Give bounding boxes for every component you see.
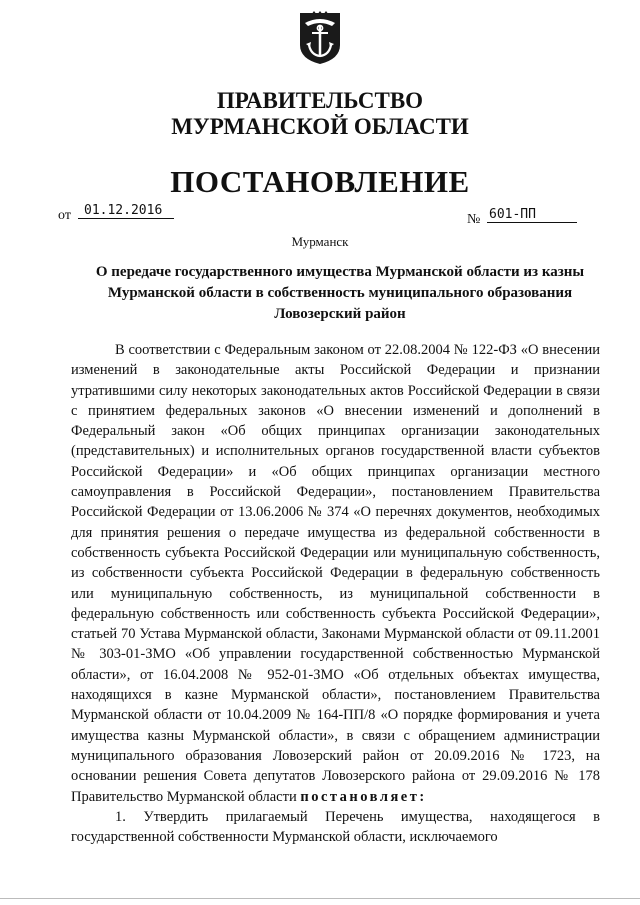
document-date: 01.12.2016 bbox=[78, 203, 174, 219]
org-name-line2: МУРМАНСКОЙ ОБЛАСТИ bbox=[171, 114, 469, 139]
document-type: ПОСТАНОВЛЕНИЕ bbox=[170, 164, 470, 199]
coat-of-arms-icon bbox=[298, 11, 342, 65]
title-line-1: О передаче государственного имущества Мурманской области из казны bbox=[95, 264, 585, 280]
preamble-text: В соответствии с Федеральным законом от 22.08.2004 № 122-ФЗ «О внесении изменений в законодательные акты Российской Федерации и признании утратившими силу некоторых законодательных актов Российской Федерации в связи с принятием федеральных законов «О внесении изменений и дополнений в Федеральный закон «Об общих принципах организации законодательных (представительных) и исполнительных органов государственной власти субъектов Российской Федерации» и «Об общих принципах организации местного самоуправления в Российской Федерации», постановлением Правительства Российской Федерации от 13.06.2006 № 374 «О перечнях документов, необходимых для принятия решения о передаче имущества из федеральной собственности в собственность субъекта Российской Федерации или муниципальную собственность, из собственности субъекта Российской Федерации в федеральную собственность или муниципальную собственность, из муниципальной собственности в федеральную собственность или собственность субъекта Российской Федерации», статьей 70 Устава Мурманской области, Законами Мурманской области от 09.11.2001 № 303-01-ЗМО «Об управлении государственной собственностью Мурманской области», от 16.04.2008 № 952-01-ЗМО «Об отдельных объектах имущества, находящихся в казне Мурманской области», постановлением Правительства Мурманской области от 10.04.2009 № 164-ПП/8 «О порядке формирования и учета имущества казны Мурманской области», в связи с обращением администрации муниципального образования Ловозерский район от 20.09.2016 № 1723, на основании решения Совета депутатов Ловозерского района от 29.09.2016 № 178 Правительство Мурманской области bbox=[71, 342, 600, 805]
paragraph-preamble bbox=[71, 340, 600, 807]
document-body bbox=[71, 340, 600, 847]
number-prefix: № bbox=[467, 212, 481, 227]
decree-keyword: постановляет: bbox=[300, 788, 427, 805]
scan-edge-line bbox=[0, 898, 640, 899]
paragraph-item-1: 1. Утвердить прилагаемый Перечень имущества, находящегося в государственной собственности Мурманской области, исключаемого bbox=[71, 808, 600, 846]
document-title bbox=[90, 262, 590, 325]
city: Мурманск bbox=[291, 234, 349, 249]
title-line-3: Ловозерский район bbox=[274, 306, 406, 322]
document-number: 601-ПП bbox=[487, 207, 577, 223]
org-name-line1: ПРАВИТЕЛЬСТВО bbox=[216, 88, 424, 113]
date-prefix: от bbox=[58, 208, 71, 223]
title-line-2: Мурманской области в собственность муниципального образования bbox=[107, 285, 573, 301]
